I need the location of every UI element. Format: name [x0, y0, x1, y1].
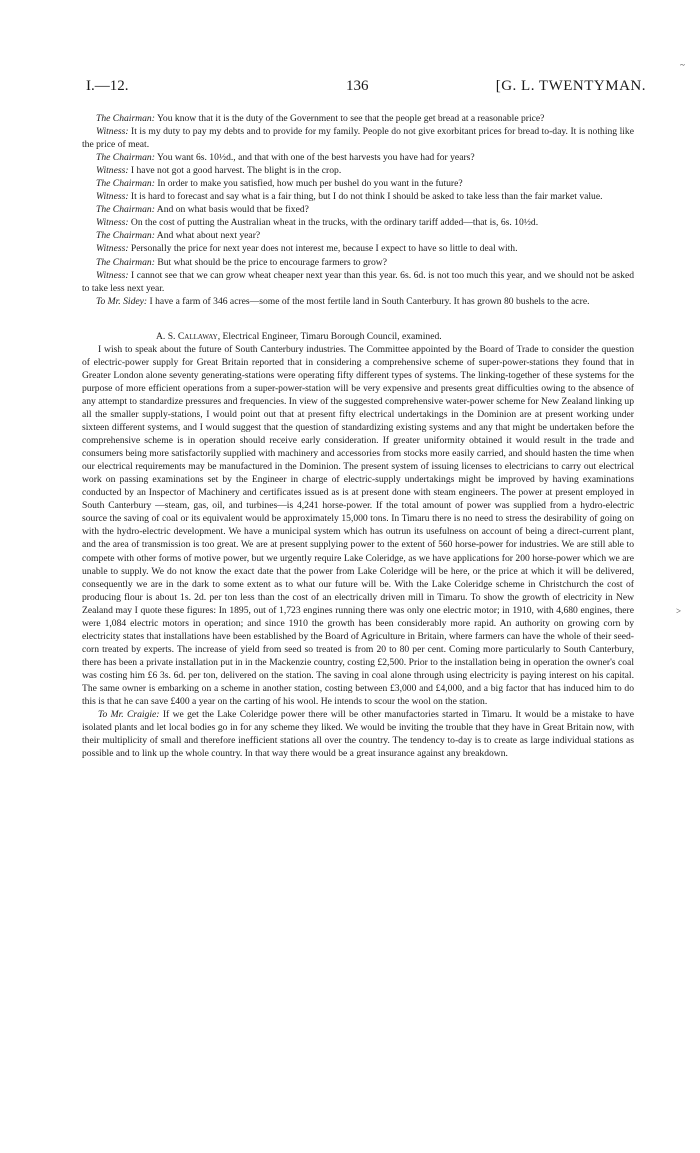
speaker: Witness: [96, 126, 129, 138]
margin-mark: ~ [680, 60, 685, 70]
witness-heading [82, 330, 634, 343]
statement: It is hard to forecast and say what is a fair thing, but I do not think I should be asked to take less than the fair market value. [130, 191, 603, 203]
margin-mark: > [676, 606, 682, 616]
dialogue-paragraph [82, 151, 634, 164]
document-page [82, 78, 646, 760]
witness-surname: Callaway [177, 330, 218, 342]
speaker: The Chairman: [96, 230, 155, 242]
page-number: 136 [346, 78, 369, 94]
statement: I have a farm of 346 acres—some of the most fertile land in South Canterbury. It has grown 80 bushels to the acre. [149, 295, 590, 307]
statement: If we get the Lake Coleridge power there will be other manufactories started in Timaru. It would be a mistake to have isolated plants and let local bodies go in for any scheme they liked. We would be inviting the trouble that they have in Great Britain now, with their multiplicity of small and therefore inefficient stations all over the country. The tendency to-day is to create as large individual stations as possible and to link up the whole country. In that way there would be a great insurance against any breakdown. [82, 709, 634, 760]
dialogue-paragraph [82, 203, 634, 216]
speaker: To Mr. Sidey: [96, 295, 148, 307]
dialogue-paragraph [82, 177, 634, 190]
dialogue-paragraph [82, 216, 634, 229]
speaker: The Chairman: [96, 113, 155, 124]
page-header [82, 78, 646, 98]
dialogue-paragraph [82, 256, 634, 269]
speaker: Witness: [96, 243, 129, 255]
statement: Personally the price for next year does not interest me, because I expect to have so little to deal with. [130, 243, 518, 255]
statement: You know that it is the duty of the Government to see that the people get bread at a reasonable price? [156, 113, 545, 124]
dialogue-paragraph [82, 708, 634, 760]
report-reference: I.—12. [86, 78, 129, 94]
dialogue-paragraph [82, 269, 634, 295]
evidence-paragraph: I wish to speak about the future of South Canterbury industries. The Committee appointed by the Board of Trade to consider the question of electric-power supply for Great Britain reported that in considering a comprehensive scheme of super-power-stations they found that in Greater London alone seventy generating-stations were operating fifty different types of systems. The linking-together of these systems for the purpose of more efficient operations from a super-power-station will be very expensive and presents great difficulties owing to the absence of any attempt to standardize pressures and frequencies. In view of the suggested comprehensive water-power scheme for New Zealand linking up all the smaller supply-stations, I would point out that at present fifty electrical undertakings in the Dominion are at present working under sixteen different systems, and I would suggest that the question of standardizing existing systems and any that might be undertaken before the comprehensive scheme is in operation should receive early consideration. If greater uniformity obtained it would result in the trade and consumers being more satisfactorily supplied with machinery and accessories from stocks more easily carried, and should hasten the time when our electrical requirements may be manufactured in the Dominion. The present system of issuing licenses to electricians to carry out electrical work on passing examinations set by the Engineer in charge of electric-supply undertakings might be improved by having examinations conducted by an Inspector of Machinery and certificates issued as is at present done with steam engineers. The power at present employed in South Canterbury —steam, gas, oil, and turbines—is 4,241 horse-power. If the total amount of power was supplied from a hydro-electric source the saving of coal or its equivalent would be approximately 15,000 tons. In Timaru there is no need to stress the desirability of going on with the hydro-electric development. We have a municipal system which has outrun its usefulness on account of being a direct-current plant, and the area of transmission is too great. We are at present supplying power to the extent of 560 horse-power for industries. We are still able to compete with other forms of motive power, but we urgently require Lake Coleridge, as we have applications for 200 horse-power which we are unable to supply. We do not know the exact date that the power from Lake Coleridge will be here, or the price at which it will be delivered, consequently we are in the dark to some extent as to what our future will be. With the Lake Coleridge scheme in Christchurch the cost of producing flour is about 1s. 2d. per ton less than the cost of an electrically driven mill in Timaru. To show the growth of electricity in New Zealand may I quote these figures: In 1895, out of 1,723 engines running there was only one electric motor; in 1910, with 4,680 engines, there were 1,084 electric motors in operation; and since 1910 the growth has been considerably more rapid. An authority on growing corn by electricity states that installations have been established by the Board of Agriculture in Britain, where farmers can have the whole of their seed-corn treated by experts. The increase of yield from seed so treated is from 20 to 80 per cent. Coming more particularly to South Canterbury, there has been a private installation put in in the Mackenzie country, costing £2,500. Prior to the installation being in operation the owner's coal was costing him £6 3s. 6d. per ton, delivered on the station. The saving in coal alone through using electricity is paying interest on his capital. The same owner is embarking on a scheme in another station, costing between £3,000 and £4,000, and a big factor that has induced him to do this is that he can save £400 a year on the carting of his wool. He intends to scour the wool on the station. [82, 343, 634, 708]
statement: You want 6s. 10½d., and that with one of the best harvests you have had for years? [156, 152, 475, 164]
statement: I have not got a good harvest. The blight is in the crop. [130, 165, 342, 177]
speaker: The Chairman: [96, 204, 155, 216]
statement: And on what basis would that be fixed? [156, 204, 309, 216]
speaker: The Chairman: [96, 178, 155, 190]
dialogue-section [82, 112, 634, 308]
statement: But what should be the price to encourage farmers to grow? [157, 256, 387, 268]
dialogue-paragraph [82, 112, 634, 125]
statement: In order to make you satisfied, how much per bushel do you want in the future? [157, 178, 463, 190]
speaker: Witness: [96, 191, 129, 203]
section-gap [82, 308, 634, 330]
speaker: Witness: [96, 165, 129, 177]
witness-name-header: [G. L. TWENTYMAN. [495, 78, 646, 94]
speaker: The Chairman: [96, 256, 155, 268]
speaker: Witness: [96, 217, 129, 229]
speaker: To Mr. Craigie: [98, 709, 160, 721]
statement: On the cost of putting the Australian wheat in the trucks, with the ordinary tariff added—that is, 6s. 10½d. [130, 217, 539, 229]
statement: I cannot see that we can grow wheat cheaper next year than this year. 6s. 6d. is not too much this year, and we should not be asked to take less next year. [82, 269, 634, 294]
dialogue-paragraph [82, 242, 634, 255]
dialogue-paragraph [82, 295, 634, 308]
evidence-section [82, 343, 634, 761]
speaker: The Chairman: [96, 152, 155, 164]
speaker: Witness: [96, 269, 129, 281]
statement: And what about next year? [156, 230, 261, 242]
dialogue-paragraph [82, 164, 634, 177]
witness-initials: A. S. [156, 330, 176, 342]
dialogue-paragraph [82, 229, 634, 242]
witness-title: , Electrical Engineer, Timaru Borough Council, examined. [217, 330, 442, 342]
dialogue-paragraph [82, 190, 634, 203]
dialogue-paragraph [82, 125, 634, 151]
statement: It is my duty to pay my debts and to provide for my family. People do not give exorbitant prices for bread to-day. It is nothing like the price of meat. [82, 126, 634, 151]
